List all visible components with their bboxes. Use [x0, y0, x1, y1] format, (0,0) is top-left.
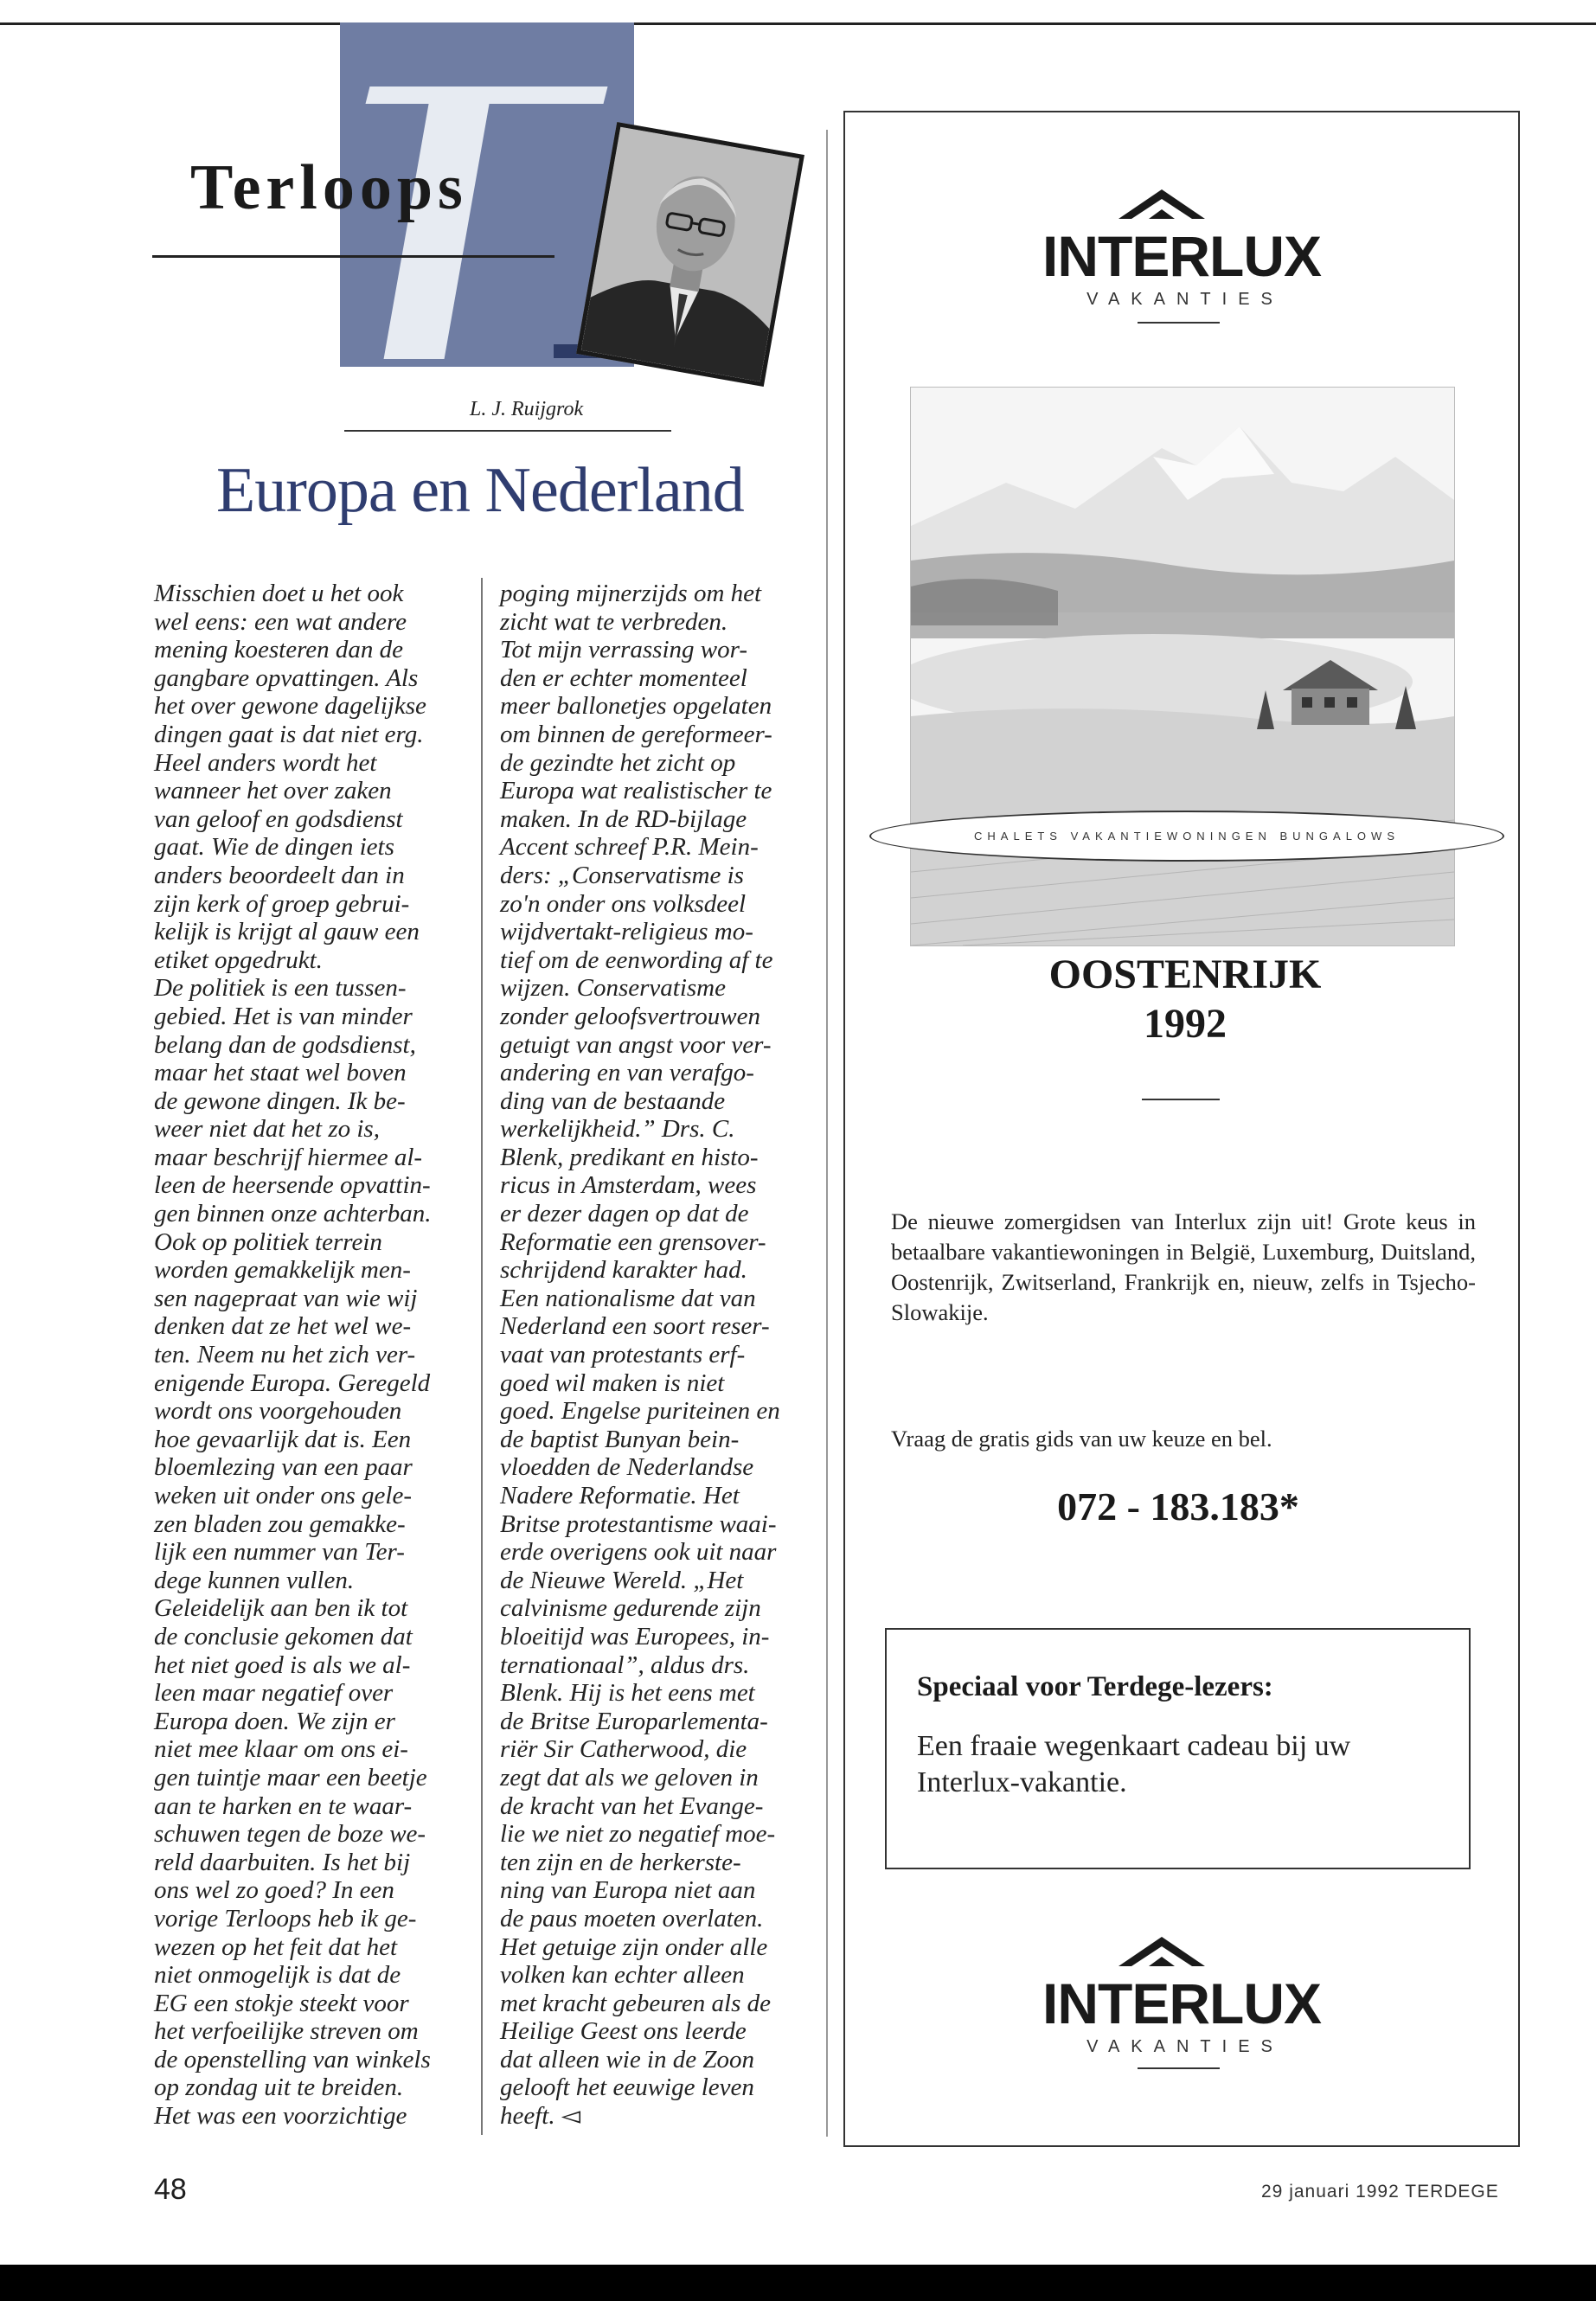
text-line: de kracht van het Evange-: [500, 1791, 764, 1820]
text-line: zegt dat als we geloven in: [500, 1763, 759, 1791]
text-line: Blenk, predikant en histo-: [500, 1143, 759, 1171]
text-line: Heilige Geest ons leerde: [500, 2017, 747, 2046]
text-line: maar beschrijf hiermee al-: [154, 1143, 423, 1171]
text-line: volken kan echter alleen: [500, 1961, 745, 1990]
text-line: Accent schreef P.R. Mein-: [500, 833, 759, 862]
text-line: reld daarbuiten. Is het bij: [154, 1848, 411, 1876]
text-line: dingen gaat is dat niet erg.: [154, 720, 424, 748]
text-line: wezen op het feit dat het: [154, 1932, 398, 1961]
text-line: etiket opgedrukt.: [154, 945, 323, 974]
text-line: andering en van verafgo-: [500, 1059, 754, 1087]
text-line: heeft. ◅: [500, 2102, 581, 2131]
text-line: gangbare opvattingen. Als: [154, 663, 419, 692]
text-line: leen maar negatief over: [154, 1679, 394, 1708]
section-title: Terloops: [190, 152, 468, 223]
text-line: zo'n onder ons volksdeel: [500, 889, 747, 918]
text-line: maken. In de RD-bijlage: [500, 804, 747, 833]
text-line: getuigt van angst voor ver-: [500, 1030, 772, 1059]
text-line: wijzen. Conservatisme: [500, 974, 726, 1003]
text-line: anders beoordeelt dan in: [154, 861, 405, 889]
text-line: goed. Engelse puriteinen en: [500, 1397, 780, 1426]
promo-title: Speciaal voor Terdege-lezers:: [917, 1671, 1273, 1702]
text-line: om binnen de gereformeer-: [500, 720, 772, 748]
text-line: schrijdend karakter had.: [500, 1256, 747, 1285]
destination-heading: [917, 950, 1453, 1048]
text-line: vorige Terloops heb ik ge-: [154, 1904, 417, 1932]
text-line: werkelijkheid.” Drs. C.: [500, 1115, 735, 1144]
text-line: bloeitijd was Europees, in-: [500, 1622, 770, 1650]
text-line: ten. Neem nu het zich ver-: [154, 1341, 416, 1369]
accommodation-types-banner: [869, 811, 1504, 862]
text-line: leen de heersende opvattin-: [154, 1171, 431, 1200]
text-line: er dezer dagen op dat de: [500, 1200, 749, 1228]
ad-call-to-action: Vraag de gratis gids van uw keuze en bel.: [891, 1426, 1272, 1452]
text-line: vloedden de Nederlandse: [500, 1453, 754, 1482]
text-line: de conclusie gekomen dat: [154, 1622, 413, 1650]
text-line: Nadere Reformatie. Het: [500, 1482, 740, 1509]
text-line: ning van Europa niet aan: [500, 1876, 756, 1905]
text-line: lie we niet zo negatief moe-: [500, 1820, 776, 1849]
text-line: niet mee klaar om ons ei-: [154, 1735, 408, 1764]
text-line: Europa doen. We zijn er: [154, 1707, 395, 1735]
text-line: sen nagepraat van wie wij: [154, 1284, 418, 1312]
text-line: hoe gevaarlijk dat is. Een: [154, 1425, 412, 1453]
author-byline: L. J. Ruijgrok: [470, 398, 584, 420]
text-line: met kracht gebeuren als de: [500, 1989, 771, 2017]
text-line: de openstelling van winkels: [154, 2045, 431, 2073]
text-line: het verfoeilijke streven om: [154, 2017, 419, 2046]
text-line: meer ballonetjes opgelaten: [500, 692, 772, 721]
brand-rule-bottom: [1138, 2067, 1220, 2069]
text-line: Het getuige zijn onder alle: [500, 1932, 768, 1961]
text-line: Europa wat realistischer te: [500, 777, 772, 805]
text-line: Geleidelijk aan ben ik tot: [154, 1594, 408, 1623]
header-rule: [152, 255, 554, 258]
text-line: gebied. Het is van minder: [154, 1002, 413, 1030]
text-line: belang dan de godsdienst,: [154, 1030, 416, 1059]
page-number: 48: [154, 2173, 187, 2206]
text-line: niet onmogelijk is dat de: [154, 1961, 401, 1990]
text-line: ding van de bestaande: [500, 1086, 726, 1115]
text-line: riër Sir Catherwood, die: [500, 1735, 747, 1764]
author-photo: [576, 122, 804, 387]
text-line: poging mijnerzijds om het: [500, 580, 762, 607]
article-headline: Europa en Nederland: [216, 455, 744, 526]
text-line: wanneer het over zaken: [154, 777, 392, 805]
text-line: worden gemakkelijk men-: [154, 1256, 411, 1285]
interlux-logo-icon: [1114, 1933, 1209, 1968]
text-line: ders: „Conservatisme is: [500, 861, 744, 889]
text-line: dat alleen wie in de Zoon: [500, 2045, 754, 2073]
text-line: erde overigens ook uit naar: [500, 1538, 777, 1567]
text-line: mening koesteren dan de: [154, 636, 404, 664]
destination-rule: [1142, 1099, 1220, 1100]
ad-divider: [826, 130, 828, 2137]
text-line: weken uit onder ons gele-: [154, 1482, 412, 1509]
text-line: Reformatie een grensover-: [500, 1227, 766, 1256]
brand-logo-top: INTERLUX: [1042, 224, 1321, 288]
byline-rule: [344, 430, 671, 432]
text-line: wordt ons voorgehouden: [154, 1397, 402, 1426]
text-line: zonder geloofsvertrouwen: [500, 1002, 760, 1030]
text-line: gelooft het eeuwige leven: [500, 2073, 754, 2102]
text-line: EG een stokje steekt voor: [154, 1989, 409, 2017]
text-line: gaat. Wie de dingen iets: [154, 833, 394, 862]
text-line: Tot mijn verrassing wor-: [500, 636, 747, 664]
text-line: de gewone dingen. Ik be-: [154, 1086, 406, 1115]
brand-subtitle-top: VAKANTIES: [1086, 290, 1284, 309]
landscape-illustration: [910, 387, 1455, 946]
text-line: de paus moeten overlaten.: [500, 1904, 764, 1932]
text-line: gen binnen onze achterban.: [154, 1200, 432, 1228]
text-line: Een nationalisme dat van: [500, 1284, 756, 1312]
text-line: Het was een voorzichtige: [154, 2102, 407, 2131]
brand-subtitle-bottom: VAKANTIES: [1086, 2037, 1284, 2056]
article-column-2: [500, 580, 780, 2131]
text-line: het niet goed is als we al-: [154, 1650, 411, 1679]
text-line: Nederland een soort reser-: [500, 1312, 770, 1341]
text-line: tief om de eenwording af te: [500, 945, 773, 974]
text-line: ricus in Amsterdam, wees: [500, 1171, 757, 1200]
text-line: den er echter momenteel: [500, 663, 747, 692]
text-line: Britse protestantisme waai-: [500, 1509, 777, 1538]
text-line: schuwen tegen de boze we-: [154, 1820, 426, 1849]
article-column-1: [154, 580, 432, 2131]
brand-logo-bottom: INTERLUX: [1042, 1971, 1321, 2035]
text-line: kelijk is krijgt al gauw een: [154, 918, 420, 946]
text-line: de gezindte het zicht op: [500, 748, 736, 777]
text-line: vaat van protestants erf-: [500, 1341, 746, 1369]
ad-body-text: De nieuwe zomergidsen van Interlux zijn uit! Grote keus in betaalbare vakantiewoningen in België, Luxemburg, Duitsland, Oostenrijk, Zwitserland, Frankrijk en, nieuw, zelfs in Tsjecho-Slowakije.: [891, 1208, 1476, 1325]
text-line: de Nieuwe Wereld. „Het: [500, 1566, 744, 1594]
phone-number: 072 - 183.183*: [1057, 1484, 1299, 1529]
top-border: [0, 22, 1596, 25]
text-line: de baptist Bunyan bein-: [500, 1425, 740, 1453]
text-line: zen bladen zou gemakke-: [154, 1509, 406, 1538]
text-line: enigende Europa. Geregeld: [154, 1368, 431, 1397]
text-line: Ook op politiek terrein: [154, 1227, 382, 1256]
text-line: ten zijn en de herkerste-: [500, 1848, 741, 1876]
text-line: van geloof en godsdienst: [154, 804, 403, 833]
text-line: bloemlezing van een paar: [154, 1453, 413, 1482]
text-line: op zondag uit te breiden.: [154, 2073, 404, 2102]
text-line: aan te harken en te waar-: [154, 1791, 413, 1820]
interlux-logo-icon: [1114, 186, 1209, 221]
author-portrait: [581, 127, 799, 381]
text-line: wijdvertakt-religieus mo-: [500, 918, 753, 946]
bottom-border: [0, 2265, 1596, 2301]
text-line: calvinisme gedurende zijn: [500, 1594, 761, 1623]
alpine-chalet-drawing: [911, 388, 1454, 945]
text-line: zijn kerk of groep gebrui-: [154, 889, 410, 918]
text-line: de Britse Europarlementa-: [500, 1707, 768, 1735]
brand-rule-top: [1138, 322, 1220, 324]
issue-footer: 29 januari 1992 TERDEGE: [1261, 2182, 1499, 2202]
text-line: Misschien doet u het ook: [154, 580, 404, 607]
destination-year: 1992: [1144, 1001, 1227, 1047]
text-line: denken dat ze het wel we-: [154, 1312, 412, 1341]
text-line: De politiek is een tussen-: [154, 974, 407, 1003]
banner-text: CHALETS VAKANTIEWONINGEN BUNGALOWS: [974, 830, 1400, 843]
text-line: Blenk. Hij is het eens met: [500, 1679, 755, 1708]
text-line: maar het staat wel boven: [154, 1059, 407, 1087]
text-line: ons wel zo goed? In een: [154, 1876, 394, 1905]
text-line: weer niet dat het zo is,: [154, 1115, 380, 1144]
column-divider: [481, 578, 483, 2135]
text-line: ternationaal”, aldus drs.: [500, 1650, 750, 1679]
text-line: wel eens: een wat andere: [154, 607, 407, 636]
text-line: zicht wat te verbreden.: [500, 607, 728, 636]
text-line: dege kunnen vullen.: [154, 1566, 355, 1594]
text-line: Heel anders wordt het: [154, 748, 377, 777]
text-line: goed wil maken is niet: [500, 1368, 725, 1397]
text-line: lijk een nummer van Ter-: [154, 1538, 405, 1567]
text-line: gen tuintje maar een beetje: [154, 1763, 427, 1791]
text-line: het over gewone dagelijkse: [154, 692, 426, 721]
destination-name: OOSTENRIJK: [1048, 952, 1322, 997]
promo-text: Een fraaie wegenkaart cadeau bij uw Interlux-vakantie.: [917, 1730, 1351, 1798]
